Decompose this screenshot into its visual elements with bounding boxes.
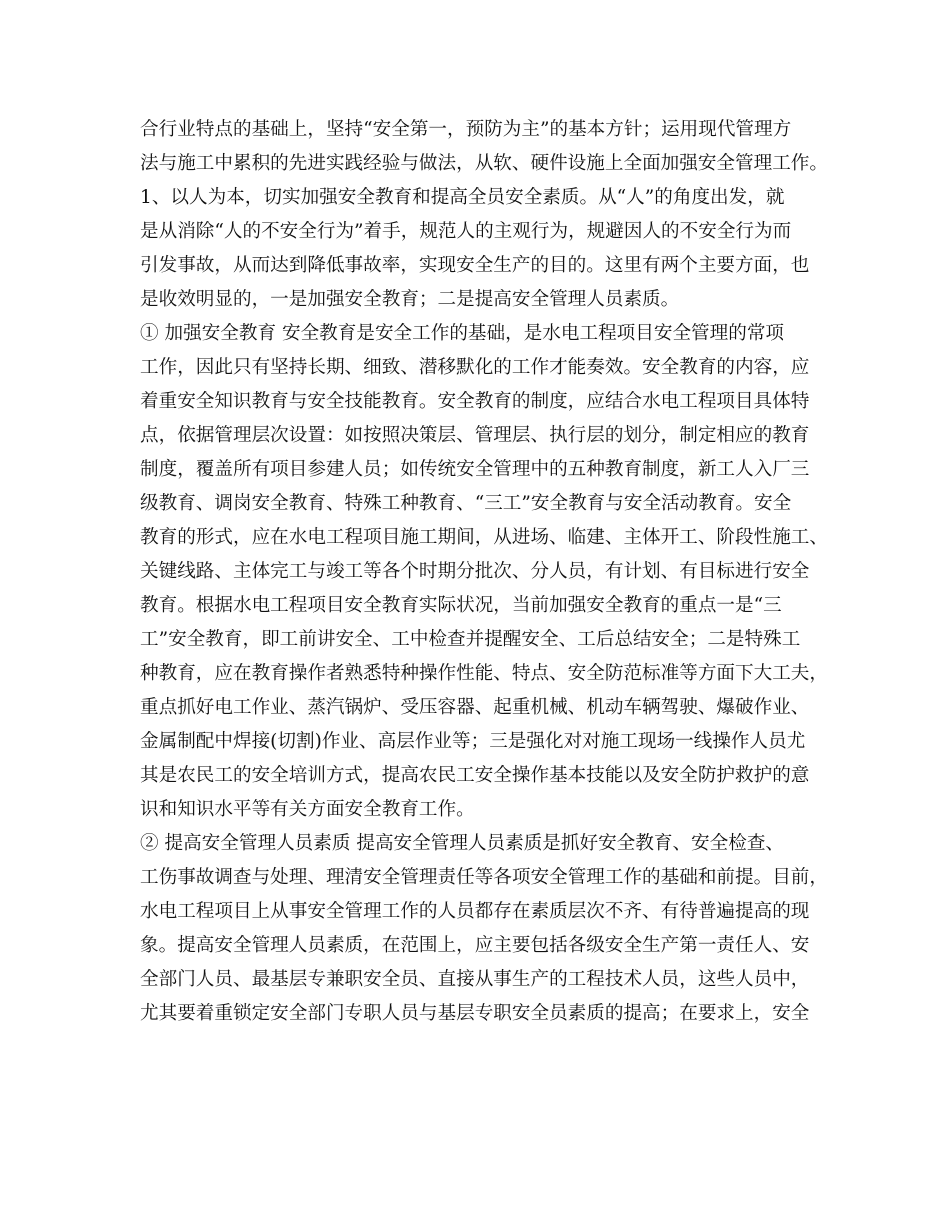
text-line: 级教育、调岗安全教育、特殊工种教育、“三工”安全教育与安全活动教育。安全 [140,493,792,514]
text-line: 重点抓好电工作业、蒸汽锅炉、受压容器、起重机械、机动车辆驾驶、爆破作业、 [140,697,810,718]
text-line: 教育。根据水电工程项目安全教育实际状况，当前加强安全教育的重点一是“三 [140,595,782,616]
text-line: 识和知识水平等有关方面安全教育工作。 [140,799,475,820]
text-line: 引发事故，从而达到降低事故率，实现安全生产的目的。这里有两个主要方面，也 [140,255,810,276]
text-line: 制度，覆盖所有项目参建人员；如传统安全管理中的五种教育制度，新工人入厂三 [140,459,810,480]
text-line: 是收效明显的，一是加强安全教育；二是提高安全管理人员素质。 [140,289,680,310]
text-line: 种教育，应在教育操作者熟悉特种操作性能、特点、安全防范标准等方面下大工夫， [140,663,828,684]
text-line: 其是农民工的安全培训方式，提高农民工安全操作基本技能以及安全防护救护的意 [140,765,810,786]
text-line: 工”安全教育，即工前讲安全、工中检查并提醒安全、工后总结安全；二是特殊工 [140,629,801,650]
text-line: 关键线路、主体完工与竣工等各个时期分批次、分人员，有计划、有目标进行安全 [140,561,810,582]
text-line: ② 提高安全管理人员素质 提高安全管理人员素质是抓好安全教育、安全检查、 [140,833,785,854]
text-line: 水电工程项目上从事安全管理工作的人员都存在素质层次不齐、有待普遍提高的现 [140,901,810,922]
text-line: 象。提高安全管理人员素质，在范围上，应主要包括各级安全生产第一责任人、安 [140,935,810,956]
text-line: 工伤事故调查与处理、理清安全管理责任等各项安全管理工作的基础和前提。目前， [140,867,828,888]
text-line: 全部门人员、最基层专兼职安全员、直接从事生产的工程技术人员，这些人员中， [140,969,810,990]
text-line: 教育的形式，应在水电工程项目施工期间，从进场、临建、主体开工、阶段性施工、 [140,527,828,548]
text-line: 法与施工中累积的先进实践经验与做法，从软、硬件设施上全面加强安全管理工作。 [140,153,828,174]
text-line: 合行业特点的基础上，坚持“安全第一，预防为主”的基本方针；运用现代管理方 [140,119,792,140]
text-line: 1、以人为本，切实加强安全教育和提高全员安全素质。从“人”的角度出发，就 [140,187,785,208]
text-line: 是从消除“人的不安全行为”着手，规范人的主观行为，规避因人的不安全行为而 [140,221,792,242]
text-line: 尤其要着重锁定安全部门专职人员与基层专职安全员素质的提高；在要求上，安全 [140,1003,810,1024]
text-line: 金属制配中焊接(切割)作业、高层作业等；三是强化对对施工现场一线操作人员尤 [140,731,806,752]
text-line: ① 加强安全教育 安全教育是安全工作的基础，是水电工程项目安全管理的常项 [140,323,785,344]
text-line: 点，依据管理层次设置：如按照决策层、管理层、执行层的划分，制定相应的教育 [140,425,810,446]
text-line: 着重安全知识教育与安全技能教育。安全教育的制度，应结合水电工程项目具体特 [140,391,810,412]
body-text [140,113,830,1031]
text-line: 工作，因此只有坚持长期、细致、潜移默化的工作才能奏效。安全教育的内容，应 [140,357,810,378]
